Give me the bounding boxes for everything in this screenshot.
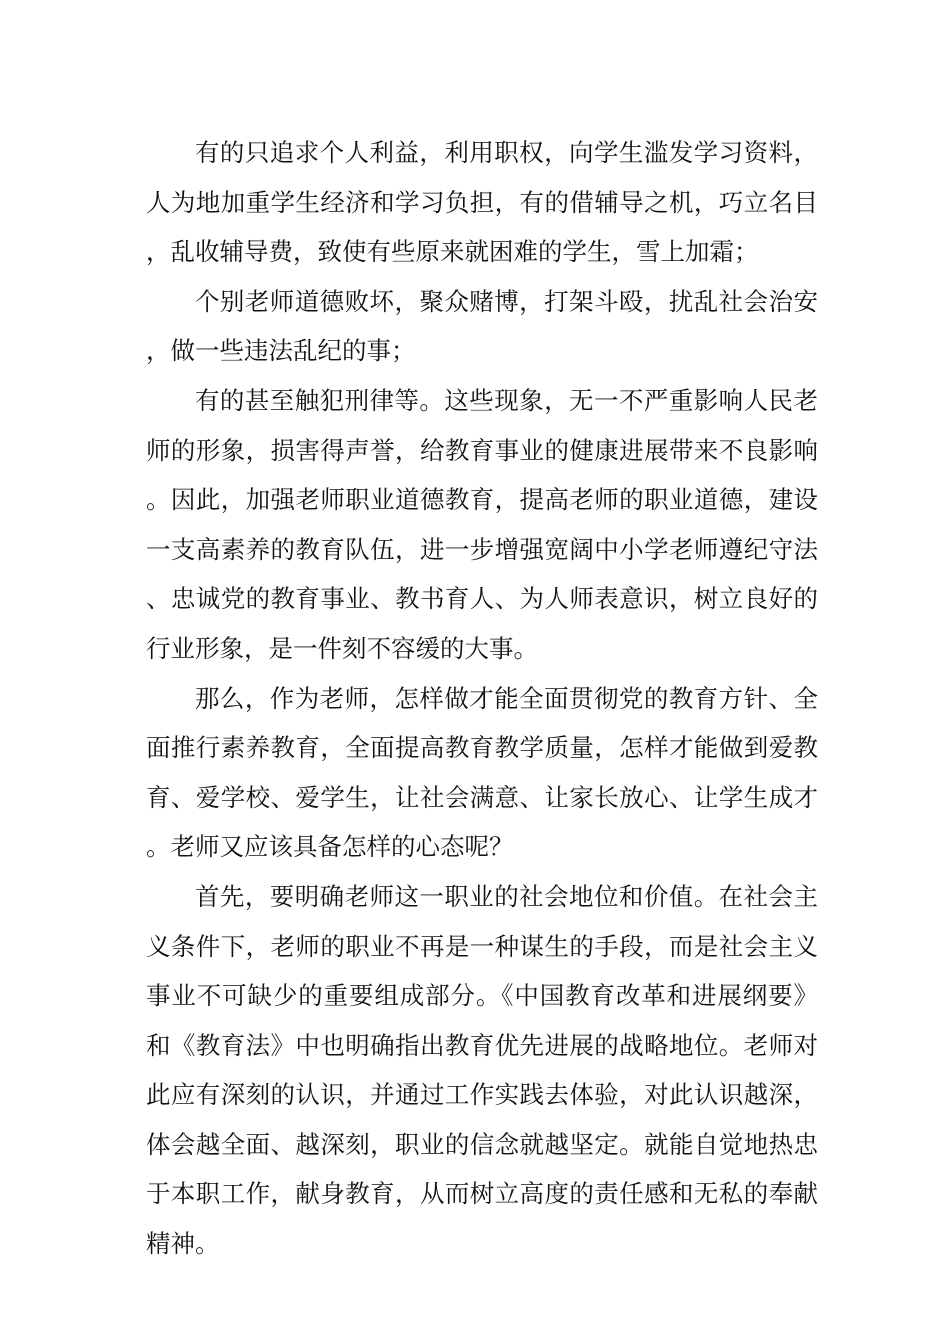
paragraph-3: 有的甚至触犯刑律等。这些现象，无一不严重影响人民老师的形象，损害得声誉，给教育事业的健康进展带来不良影响。因此，加强老师职业道德教育，提高老师的职业道德，建设一支高素养的教育队伍，进一步增强宽阔中小学老师遵纪守法、忠诚党的教育事业、教书育人、为人师表意识，树立良好的行业形象，是一件刻不容缓的大事。	[146, 385, 818, 663]
paragraph-4: 那么，作为老师，怎样做才能全面贯彻党的教育方针、全面推行素养教育，全面提高教育教学质量，怎样才能做到爱教育、爱学校、爱学生，让社会满意、让家长放心、让学生成才。老师又应该具备怎样的心态呢？	[146, 683, 818, 862]
paragraph-1: 有的只追求个人利益，利用职权，向学生滥发学习资料，人为地加重学生经济和学习负担，有的借辅导之机，巧立名目，乱收辅导费，致使有些原来就困难的学生，雪上加霜；	[146, 138, 818, 267]
paragraph-5: 首先，要明确老师这一职业的社会地位和价值。在社会主义条件下，老师的职业不再是一种谋生的手段，而是社会主义事业不可缺少的重要组成部分。《中国教育改革和进展纲要》和《教育法》中也明确指出教育优先进展的战略地位。老师对此应有深刻的认识，并通过工作实践去体验，对此认识越深，体会越全面、越深刻，职业的信念就越坚定。就能自觉地热忠于本职工作，献身教育，从而树立高度的责任感和无私的奉献精神。	[146, 881, 818, 1259]
paragraph-2: 个别老师道德败坏，聚众赌博，打架斗殴，扰乱社会治安，做一些违法乱纪的事；	[146, 286, 818, 366]
document-body	[146, 128, 818, 1269]
